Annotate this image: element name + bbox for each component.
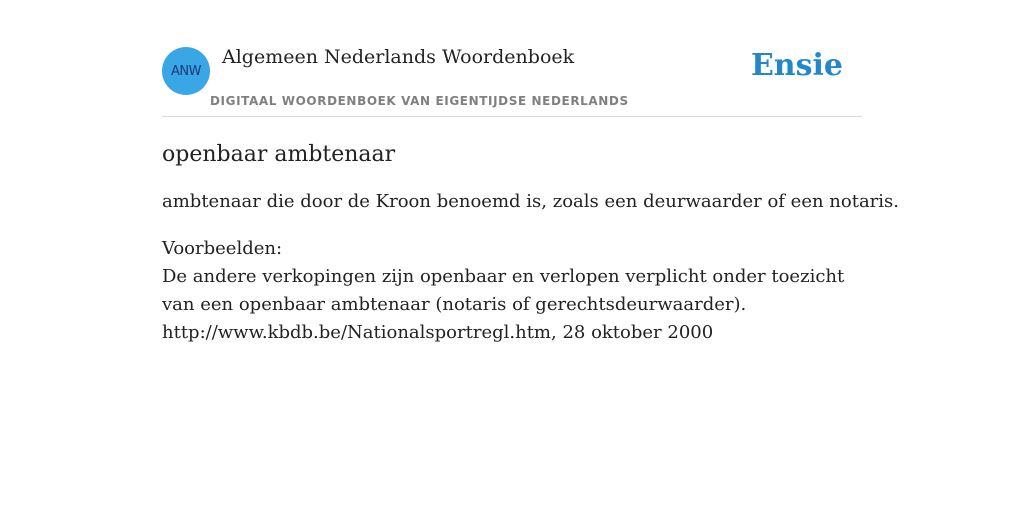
anw-logo[interactable] (162, 47, 210, 95)
examples-section (162, 235, 862, 347)
example-text: De andere verkopingen zijn openbaar en verlopen verplicht onder toezicht van een openbaar ambtenaar (notaris of gerechtsdeurwaarder). (162, 266, 845, 315)
site-title[interactable]: Algemeen Nederlands Woordenboek (222, 46, 575, 68)
logo-text: ANW (171, 63, 201, 79)
entry-definition: ambtenaar die door de Kroon benoemd is, zoals een deurwaarder of een notaris. (162, 191, 899, 212)
example-source: http://www.kbdb.be/Nationalsportregl.htm, 28 oktober 2000 (162, 322, 714, 343)
examples-label: Voorbeelden: (162, 238, 283, 259)
entry-term: openbaar ambtenaar (162, 142, 396, 167)
site-subtitle: DIGITAAL WOORDENBOEK VAN EIGENTIJDSE NEDERLANDS (210, 94, 629, 108)
entry-content (162, 138, 899, 347)
site-header (162, 44, 862, 117)
ensie-brand-logo[interactable]: Ensie (750, 48, 843, 83)
